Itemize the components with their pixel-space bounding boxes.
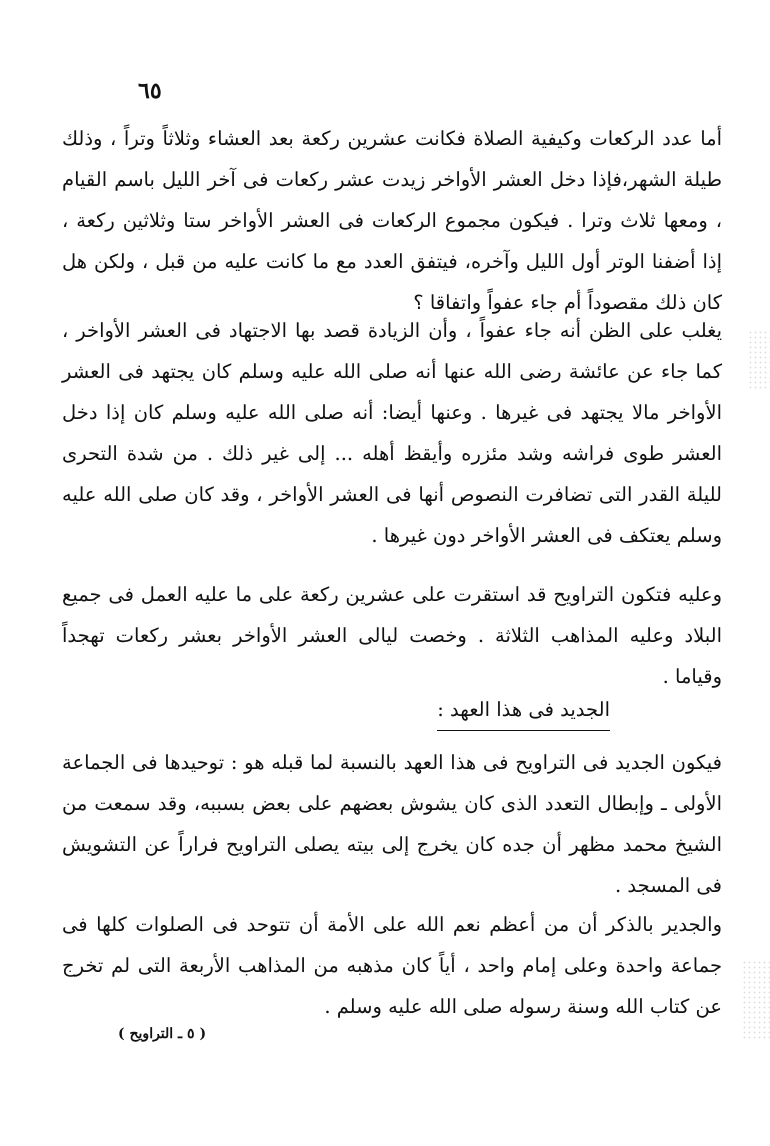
- paragraph-4: فيكون الجديد فى التراويح فى هذا العهد بالنسبة لما قبله هو : توحيدها فى الجماعة الأولى ـ وإبطال التعدد الذى كان يشوش بعضهم على بعض بسببه، وقد سمعت من الشيخ محمد مظهر أن جده كان يخرج إلى بيته يصلى التراويح فراراً عن التشويش فى المسجد .: [62, 751, 722, 897]
- page-number: ٦٥: [138, 78, 162, 104]
- scan-noise: [748, 330, 770, 390]
- scan-noise: [742, 960, 770, 1040]
- paragraph-5: والجدير بالذكر أن من أعظم نعم الله على الأمة أن تتوحد فى الصلوات كلها فى جماعة واحدة وعلى إمام واحد ، أياً كان مذهبه من المذاهب الأربعة التى لم تخرج عن كتاب الله وسنة رسوله صلى الله عليه وسلم .: [62, 913, 722, 1018]
- paragraph-1: أما عدد الركعات وكيفية الصلاة فكانت عشرين ركعة بعد العشاء وثلاثاً وتراً ، وذلك طيلة الشهر،فإذا دخل العشر الأواخر زيدت عشر ركعات فى آخر الليل باسم القيام ، ومعها ثلاث وترا . فيكون مجموع الركعات فى العشر الأواخر ستا وثلاثين ركعة ، إذا أضفنا الوتر أول الليل وآخره، فيتفق العدد مع ما كانت عليه من قبل ، ولكن هل كان ذلك مقصوداً أم جاء عفواً واتفاقا ؟: [62, 127, 722, 314]
- paragraph-2: يغلب على الظن أنه جاء عفواً ، وأن الزيادة قصد بها الاجتهاد فى العشر الأواخر ، كما جاء عن عائشة رضى الله عنها أنه صلى الله عليه وسلم كان يجتهد فى العشر الأواخر مالا يجتهد فى غيرها . وعنها أيضا: أنه صلى الله عليه وسلم كان إذا دخل العشر طوى فراشه وشد مئزره وأيقظ أهله ... إلى غير ذلك . من شدة التحرى لليلة القدر التى تضافرت النصوص أنها فى العشر الأواخر ، وقد كان صلى الله عليه وسلم يعتكف فى العشر الأواخر دون غيرها .: [62, 319, 723, 547]
- section-heading: الجديد فى هذا العهد :: [437, 692, 610, 731]
- footer-signature: ( ٥ ـ التراويح ): [118, 1026, 207, 1042]
- paragraph-3: وعليه فتكون التراويح قد استقرت على عشرين ركعة على ما عليه العمل فى جميع البلاد وعليه المذاهب الثلاثة . وخصت ليالى العشر الأواخر بعشر ركعات تهجداً وقياما .: [62, 583, 722, 688]
